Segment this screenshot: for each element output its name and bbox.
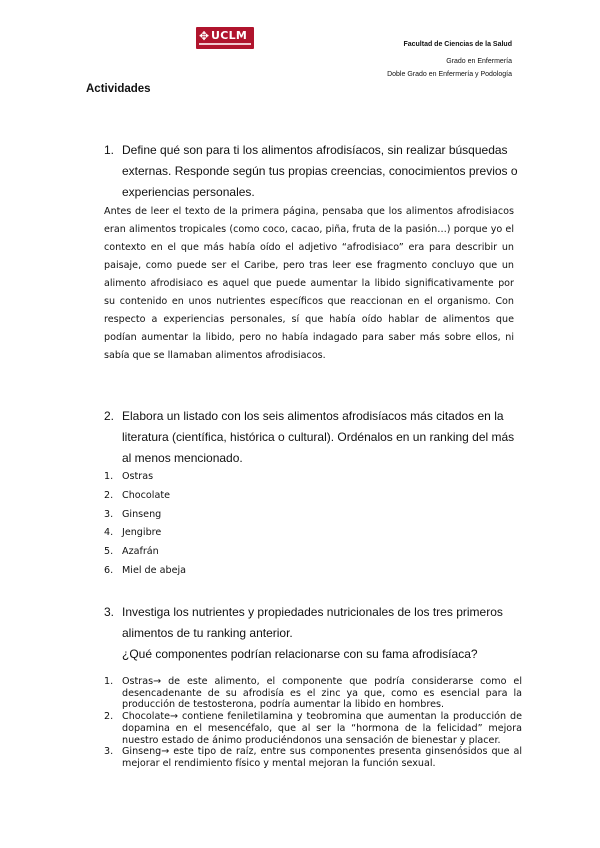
list-item: 3. Ginseng [104,508,162,520]
list-item: 6. Miel de abeja [104,564,187,576]
section-title: Actividades [86,83,151,95]
question-subtext: ¿Qué componentes podrían relacionarse con su fama afrodisíaca? [122,647,478,661]
question-text: Elabora un listado con los seis alimentos afrodisíacos más citados en la literatura (científica, histórica o cultural). Ordénalos en un ranking del más al menos mencionado. [122,409,515,465]
question-number: 2. [104,409,115,423]
degree-name: Grado en Enfermería [446,58,512,65]
components-list [104,676,522,770]
list-item: 1. Ostras→ de este alimento, el componente que podría considerarse como el desencadenante de su afrodisía es el zinc ya que, como es esencial para la producción de testosterona, podría aumentar la libido en hombres. [104,676,522,711]
question-1 [104,140,520,203]
question-number: 1. [104,143,115,157]
logo-subtitle-bar [199,43,251,45]
list-item: 3. Ginseng→ este tipo de raíz, entre sus componentes presenta ginsenósidos que al mejorar el rendimiento físico y mental mejoran la función sexual. [104,746,522,769]
faculty-name: Facultad de Ciencias de la Salud [403,41,512,48]
question-text: Define qué son para ti los alimentos afrodisíacos, sin realizar búsquedas externas. Responde según tus propias creencias, conocimientos previos o experiencias personales. [122,143,518,199]
list-item: 1. Ostras [104,471,154,482]
logo-text: UCLM [211,29,248,42]
list-item: 2. Chocolate [104,489,171,501]
list-item: 2. Chocolate→ contiene feniletilamina y teobromina que aumentan la producción de dopamina en el mesencéfalo, que al ser la “hormona de la felicidad” mejora nuestro estado de ánimo produciéndonos una sensación de bienestar y placer. [104,711,522,746]
question-2 [104,406,520,469]
list-item: 4. Jengibre [104,527,162,539]
question-3 [104,602,520,665]
ranking-list [104,468,186,581]
uclm-logo [196,27,254,49]
answer-1: Antes de leer el texto de la primera página, pensaba que los alimentos afrodisiacos eran alimentos tropicales (como coco, cacao, piña, fruta de la pasión…) porque yo el contexto en el que más había oído el adjetivo “afrodisiaco” era para describir un paisaje, como puede ser el Caribe, pero tras leer ese fragmento concluyo que un alimento afrodisiaco es aquel que puede aumentar la libido significativamente por su contenido en unos nutrientes específicos que reaccionan en el organismo. Con respecto a experiencias personales, sí que había oído hablar de alimentos que podían aumentar la libido, pero no había indagado para saber más sobre ellos, ni sabía que se llamaban alimentos afrodisiacos. [104,206,514,361]
list-item: 5. Azafrán [104,546,159,558]
logo-emblem-icon: ✥ [199,29,210,43]
double-degree-name: Doble Grado en Enfermería y Podología [387,71,512,78]
question-number: 3. [104,605,115,619]
question-text: Investiga los nutrientes y propiedades nutricionales de los tres primeros alimentos de tu ranking anterior. [122,605,503,640]
